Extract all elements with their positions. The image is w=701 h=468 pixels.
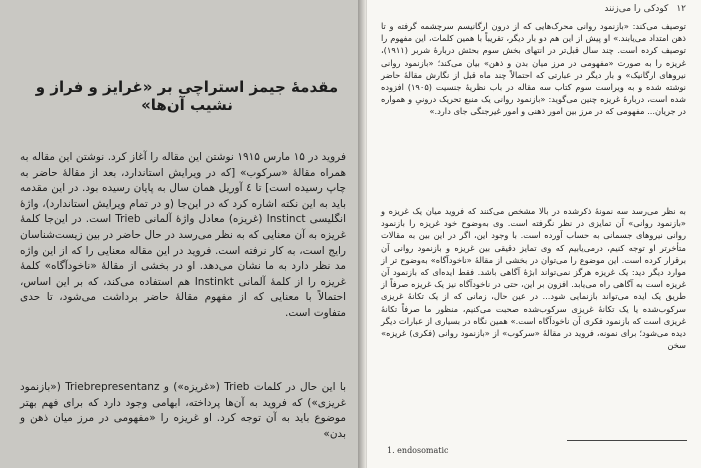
left-paragraph-1: فروید در ۱۵ مارس ۱۹۱۵ نوشتن این مقاله را آغاز کرد. نوشتن این مقاله به همراه مقالهٔ «سرکوب» [که در ویرایش استاندارد، بعد از مقالهٔ حاضر به چاپ رسیده است] تا ٤ آوریل همان سال به پایان رسیده بود. در این مقدمه باید به این نکته اشاره کرد که در این‌جا (و در تمام ویرایش استاندارد)، واژهٔ انگلیسی Instinct (غریزه) معادل واژهٔ آلمانی Trieb است. در این‌جا کلمهٔ غریزه به آن معنایی که به نظر می‌رسد در حال حاضر در بین زیست‌شناسان رایج است، به کار نرفته است. فروید در این مقاله معنایی را که از این واژه مد نظر دارد به ما نشان می‌دهد. او در بخشی از مقالهٔ «ناخودآگاه» کلمهٔ غریزه را از کلمهٔ آلمانی Instinkt هم استفاده می‌کند، که بر این اساس، احتمالاً با معنایی که از مفهوم مقالهٔ حاضر برداشت می‌شود، تا حدی متفاوت است. (20, 151, 346, 319)
running-header (381, 4, 686, 14)
book-spine (358, 0, 366, 468)
footnote: 1. endosomatic (387, 446, 449, 455)
chapter-title: مقدمهٔ جیمز استراچی بر «غرایز و فراز و نشیب آن‌ها» (35, 78, 339, 114)
left-paragraph-2: با این حال در کلمات Trieb («غریزه») و Triebrepresentanz («بازنمود غریزی») که فروید به آن‌ها پرداخته، ابهامی وجود دارد که برای فهم بهتر موضوع باید به آن توجه کرد. او غریزه را «مفهومی در مرز میان ذهن و بدن» (20, 381, 346, 440)
right-page (366, 0, 701, 468)
running-title: کودکی را می‌زنند (604, 4, 669, 14)
page-number: ۱۲ (676, 4, 686, 14)
right-paragraph-2: به نظر می‌رسد سه نمونهٔ ذکرشده در بالا مشخص می‌کنند که فروید میان یک غریزه و «بازنمود روانی» آن تمایزی در نظر نگرفته است. وی به‌وضوح خود غریزه را بازنمود روانی نیروهای جسمانی به حساب آورده است. با وجود این، اگر در این بین به مقالات متأخرتر او توجه کنیم، درمی‌یابیم که وی تمایز دقیقی بین غریزه و بازنمود روانی آن برقرار کرده است. این موضوع را می‌توان در بخشی از مقالهٔ «ناخودآگاه» به‌وضوح تر از موارد دیگر دید: یک غریزه هرگز نمی‌تواند ابژهٔ آگاهی باشد. فقط ایده‌ای که بازنمود آن غریزه است به آگاهی راه می‌یابد. افزون بر این، حتی در ناخودآگاه نیز یک غریزه صرفاً از طریق یک ایده می‌تواند بازنمایی شود... در عین حال، زمانی که از یک تکانهٔ غریزی سرکوب‌شده یا یک تکانهٔ غریزی سرکوب‌شده صحبت می‌کنیم، منظور ما صرفاً تکانهٔ غریزی است که بازنمود فکری آن ناخودآگاه است.» همین نگاه در بسیاری از عبارات دیگر دیده می‌شود؛ برای نمونه، فروید در مقالهٔ «سرکوب» از «بازنمود روانی (فکری) غریزه» سخن (381, 206, 686, 351)
footnote-divider (567, 440, 687, 441)
right-paragraph-1: توصیف می‌کند: «بازنمود روانی محرک‌هایی که از درون ارگانیسم سرچشمه گرفته و تا ذهن امتداد می‌یابند.» او پیش از این هم دو بار دیگر، تقریباً با همین کلمات، این مفهوم را توصیف کرده است. چند سال قبل‌تر در انتهای بخش سوم بحثش دربارهٔ شربر (۱۹۱۱)، غریزه را به صورت «مفهومی در مرز میان بدن و ذهن» بیان می‌کند؛ «بازنمود روانی نیروهای ارگانیک» و بار دیگر در عبارتی که احتمالاً چند ماه قبل از نگارش مقالهٔ حاضر نوشته شده و به ویراست سوم کتاب سه مقاله در باب نظریهٔ جنسیت (۱۹۰۵) افزوده شده است، دربارهٔ غریزه چنین می‌گوید: «بازنمود روانی یک منبع تحریک درونی‌ِ و همواره در جریان... مفهومی که در مرز بین امور ذهنی و امور غیرجنگی جای دارد.» (381, 21, 686, 117)
